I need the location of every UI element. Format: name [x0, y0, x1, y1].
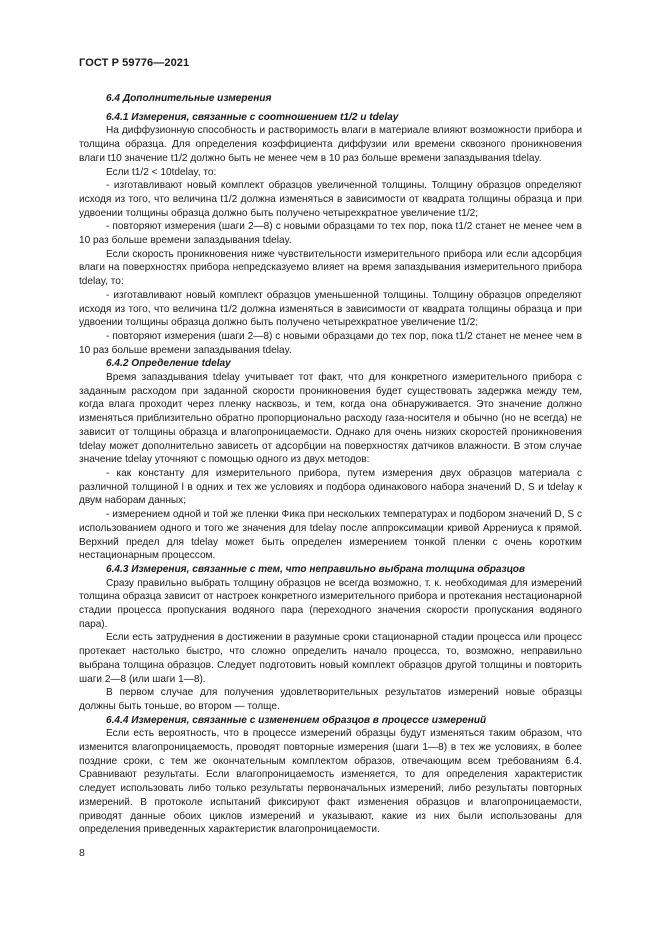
list-item: - повторяют измерения (шаги 2—8) с новыми образцами до тех пор, пока t1/2 станет не менее чем в 10 раз больше времени запаздывания tdelay. — [79, 330, 582, 356]
paragraph: Если есть затруднения в достижении в разумные сроки стационарной стадии процесса или процесс протекает настолько быстро, что сложно определить начало процесса, то, возможно, неправильно выбрана толщина образцов. Следует подготовить новый комплект образцов другой толщины и повторить шаги 2—8 (или шаги 1—8). — [79, 632, 582, 685]
document-body — [79, 92, 582, 837]
section-6-4-1-heading: 6.4.1 Измерения, связанные с соотношением t1/2 и tdelay — [106, 111, 399, 123]
paragraph: Если скорость проникновения ниже чувствительности измерительного прибора или если адсорбция влаги на поверхностях прибора непредсказуемо влияет на время запаздывания измерительного прибора tdelay, то: — [79, 248, 582, 288]
paragraph: Если есть вероятность, что в процессе измерений образцы будут изменяться таким образом, что изменится влагопроницаемость, проводят повторные измерения (шаги 1—8) в тех же условиях, в более поздние сроки, с тем же окончательным комплектом образов, отвечающим всем требованиям 6.4. Сравнивают результаты. Если влагопроницаемость изменяется, то для определения характеристик следует использовать либо только результаты первоначальных измерений, либо результаты повторных измерений. В протоколе испытаний фиксируют факт изменения образцов и влагопроницаемости, приводят данные обоих циклов измерений и указывают, какие из них были использованы для определения приведенных характеристик влагопроницаемости. — [79, 728, 582, 836]
list-item: - изготавливают новый комплект образцов уменьшенной толщины. Толщину образцов определяют исходя из того, что величина t1/2 должна изменяться в зависимости от квадрата толщины образца и при удвоении толщины образца должно быть получено четырехкратное увеличение t1/2; — [79, 289, 582, 329]
page-number: 8 — [79, 847, 85, 859]
standard-header: ГОСТ Р 59776—2021 — [79, 57, 190, 69]
list-item: - измерением одной и той же пленки Фика при нескольких температурах и подбором значений D, S с использованием одного и того же значения для tdelay после аппроксимации кривой Аррениуса к прямой. Верхний предел для tdelay может быть определен измерением тонкой пленки с очень коротким нестационарным процессом. — [79, 509, 582, 562]
section-6-4-3-heading: 6.4.3 Измерения, связанные с тем, что неправильно выбрана толщина образцов — [106, 563, 526, 575]
paragraph: Если t1/2 < 10tdelay, то: — [106, 166, 217, 178]
section-6-4-2-heading: 6.4.2 Определение tdelay — [106, 358, 231, 370]
list-item: - как константу для измерительного прибора, путем измерения двух образцов материала с различной толщиной l в одних и тех же условиях и подбора одинакового набора значений D, S и tdelay к двум наборам данных; — [79, 467, 582, 507]
list-item: - повторяют измерения (шаги 2—8) с новыми образцами то тех пор, пока t1/2 станет не менее чем в 10 раз больше времени запаздывания tdelay. — [79, 221, 582, 247]
paragraph: На диффузионную способность и растворимость влаги в материале влияют возможности прибора и толщина образца. Для определения коэффициента диффузии или времени сквозного проникновения влаги t10 значение t1/2 должно быть не менее чем в 10 раз больше времени запаздывания tdelay. — [79, 125, 582, 164]
section-6-4-4-heading: 6.4.4 Измерения, связанные с изменением образцов в процессе измерений — [106, 714, 487, 726]
list-item: - изготавливают новый комплект образцов увеличенной толщины. Толщину образцов определяют исходя из того, что величина t1/2 должна изменяться в зависимости от квадрата толщины образца и при удвоении толщины образца должно быть получено четырехкратное увеличение t1/2; — [79, 180, 582, 219]
paragraph: В первом случае для получения удовлетворительных результатов измерений новые образцы должны быть тоньше, во втором — толще. — [79, 687, 582, 712]
section-6-4-heading: 6.4 Дополнительные измерения — [106, 93, 272, 104]
paragraph: Сразу правильно выбрать толщину образцов не всегда возможно, т. к. необходимая для измерений толщина образца зависит от настроек конкретного измерительного прибора и протекания нестационарной стадии процесса пропускания водяного пара (переходного значения скорости пропускания водяного пара). — [79, 577, 582, 630]
paragraph: Время запаздывания tdelay учитывает тот факт, что для конкретного измерительного прибора с заданным расходом при заданной скорости проникновения будет существовать задержка между тем, когда влага проходит через пленку насквозь, и тем, когда она обнаруживается. Это значение должно изменяться приблизительно обратно пропорционально расходу газа-носителя и обычно (но не всегда) не зависит от толщины образца и влагопроницаемости. Однако для очень низких скоростей проникновения tdelay может дополнительно зависеть от адсорбции на поверхностях датчиков влажности. В этом случае значение tdelay уточняют с помощью одного из двух методов: — [79, 372, 582, 466]
